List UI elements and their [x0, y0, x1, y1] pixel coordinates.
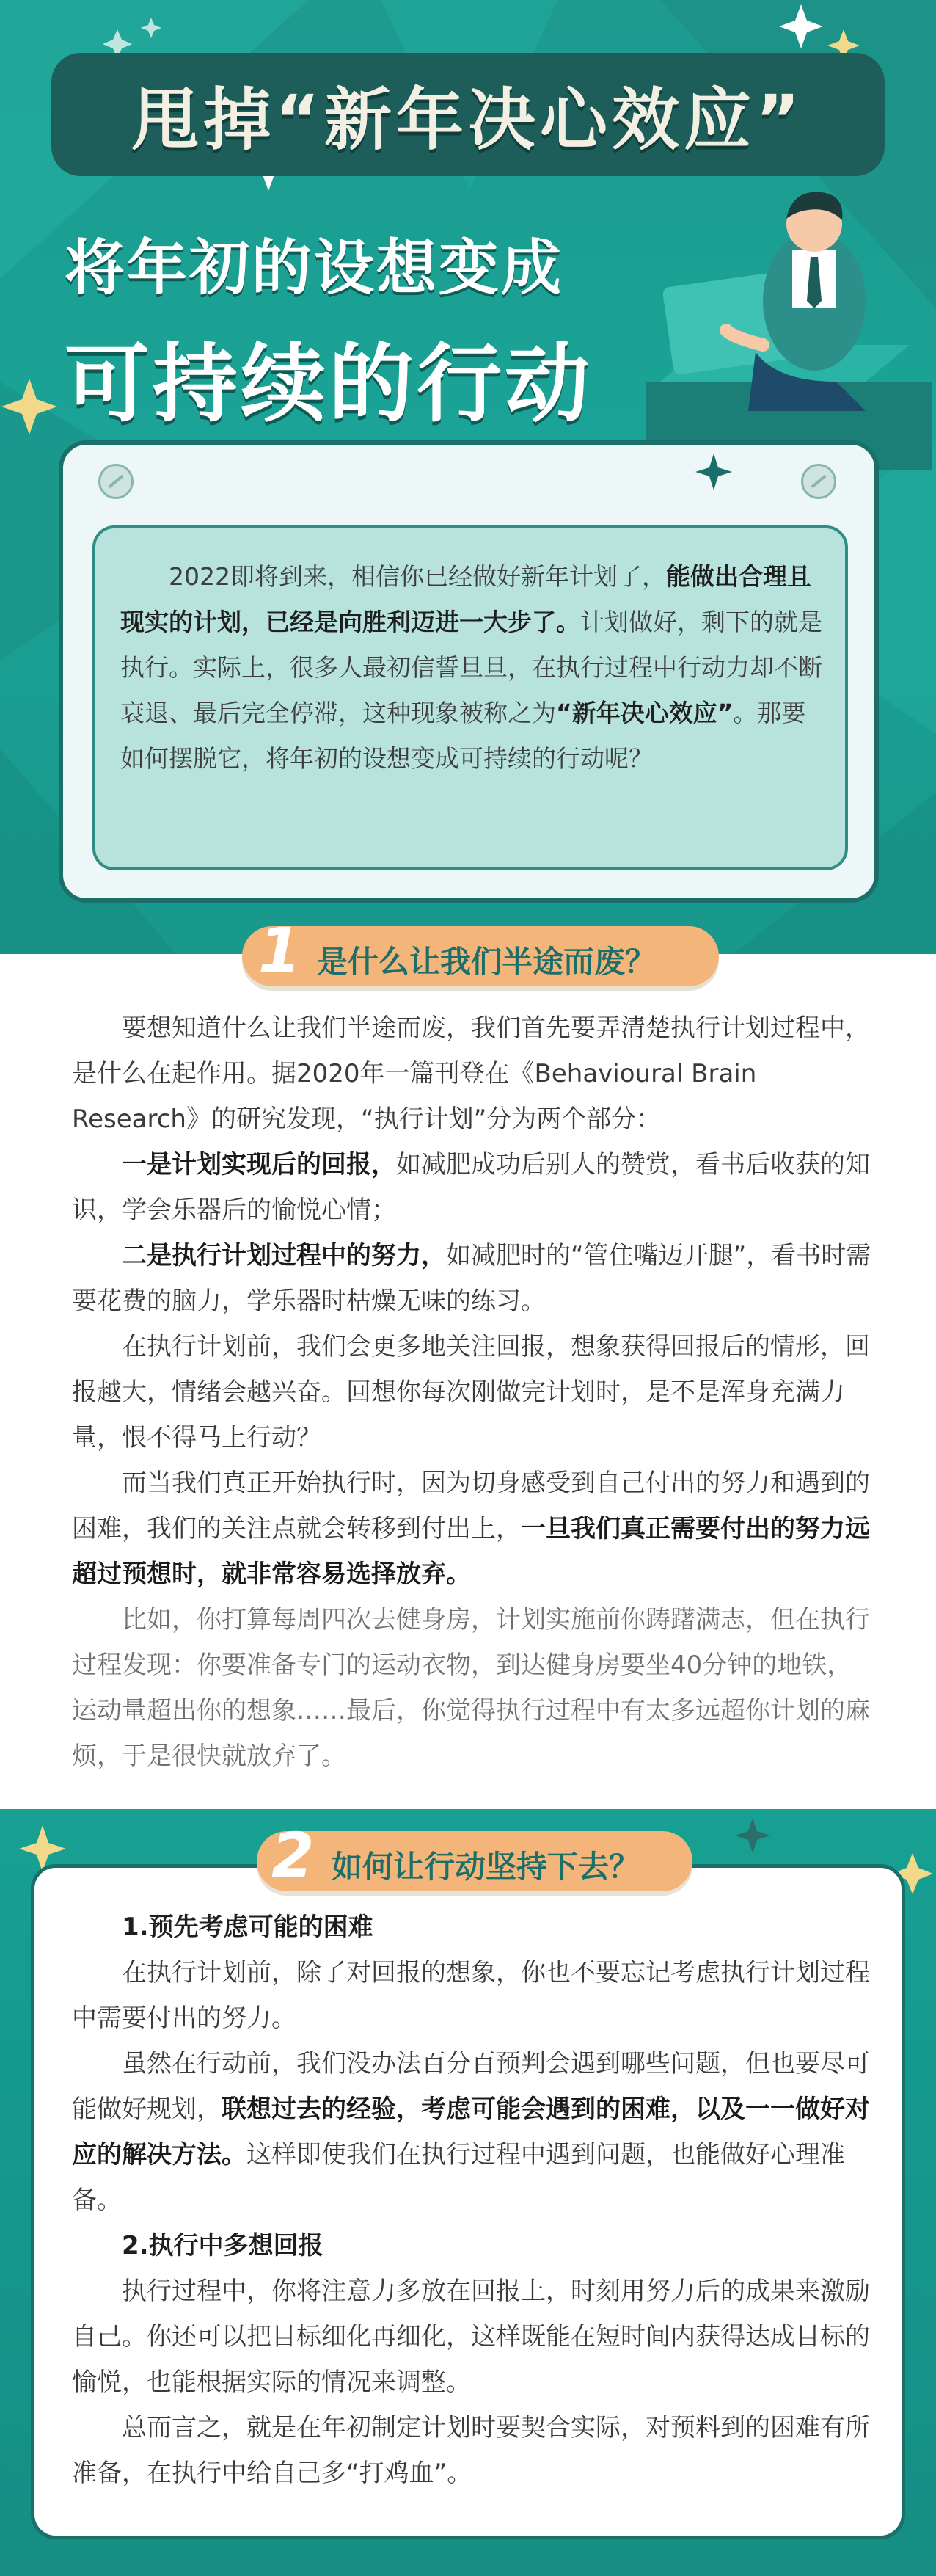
section2-paragraph: 执行过程中，你将注意力多放在回报上，时刻用努力后的成果来激励自己。你还可以把目标细化再细化，这样既能在短时间内获得达成目标的愉悦，也能根据实际的情况来调整。	[72, 2277, 870, 2397]
section2-title: 如何让行动坚持下去？	[332, 1849, 640, 1885]
intro-text: 计划做好，剩下的就是执行。实际上，很多人最初信誓旦旦，在执行过程中行动力却不断衰退、最后完全停滞，这种现象被称之为	[120, 608, 822, 727]
section1-title: 是什么让我们半途而废？	[317, 944, 657, 980]
person-illustration	[646, 161, 932, 470]
screw-icon	[98, 464, 134, 499]
section1-paragraph	[72, 1142, 874, 1233]
intro-text: 2022即将到来，相信你已经做好新年计划了，	[169, 562, 666, 591]
section2-paragraph	[72, 2041, 871, 2223]
bold-text: 一是计划实现后的回报，	[122, 1150, 396, 1179]
section1-paragraph: 在执行计划前，我们会更多地关注回报，想象获得回报后的情形，回报越大，情绪会越兴奋。回想你每次刚做完计划时，是不是浑身充满力量，恨不得马上行动？	[72, 1332, 870, 1452]
star-icon	[695, 454, 732, 490]
section2-subheading: 2.执行中多想回报	[122, 2231, 323, 2260]
title-line-2: 可持续的行动	[65, 335, 593, 434]
screw-icon	[801, 464, 836, 499]
paragraph-text: 如减肥成功后别人的赞赏，看书后收获的知识，学会乐器后的愉悦心情；	[72, 1150, 870, 1225]
intro-text: 。那要如何摆脱它，将年初的设想变成可持续的行动呢？	[120, 699, 806, 773]
star-icon	[735, 1818, 770, 1853]
section2-paragraph: 总而言之，就是在年初制定计划时要契合实际，对预料到的困难有所准备，在执行中给自己多“打鸡血”。	[72, 2413, 870, 2488]
title-line-1: 将年初的设想变成	[65, 233, 564, 303]
intro-bold-text: 能做出合理且现实的计划，已经是向胜利迈进一大步了。	[120, 562, 811, 636]
section1-number: 1	[258, 914, 301, 986]
section1-example-paragraph: 比如，你打算每周四次去健身房，计划实施前你踌躇满志，但在执行过程发现：你要准备专门的运动衣物，到达健身房要坐40分钟的地铁，运动量超出你的想象……最后，你觉得执行过程中有太多远超你计划的麻烦，于是很快就放弃了。	[72, 1605, 870, 1771]
paragraph-text: 而当我们真正开始执行时，因为切身感受到自己付出的努力和遇到的困难，我们的关注点就会转移到付出上，	[72, 1469, 870, 1543]
paragraph-text: 虽然在行动前，我们没办法百分百预判会遇到哪些问题，但也要尽可能做好规划，	[72, 2049, 870, 2124]
section1-body	[72, 1005, 874, 1779]
section2-body	[72, 1904, 871, 2496]
paragraph-text: 如减肥时的“管住嘴迈开腿”，看书时需要花费的脑力，学乐器时枯燥无味的练习。	[72, 1241, 871, 1316]
intro-paragraph	[120, 554, 825, 782]
bold-text: 一旦我们真正需要付出的努力远超过预想时，就非常容易选择放弃。	[72, 1514, 870, 1589]
section1-paragraph	[72, 1233, 874, 1324]
section2-paragraph: 在执行计划前，除了对回报的想象，你也不要忘记考虑执行计划过程中需要付出的努力。	[72, 1958, 870, 2033]
section2-subheading: 1.预先考虑可能的困难	[122, 1913, 373, 1942]
banner-title: 甩掉“新年决心效应”	[131, 81, 805, 159]
bold-text: 联想过去的经验，考虑可能会遇到的困难，以及一一做好对应的解决方法。	[72, 2095, 870, 2169]
paragraph-text: 这样即使我们在执行过程中遇到问题，也能做好心理准备。	[72, 2140, 845, 2215]
section1-paragraph	[72, 1460, 874, 1597]
section1-paragraph: 要想知道什么让我们半途而废，我们首先要弄清楚执行计划过程中，是什么在起作用。据2020年一篇刊登在《Behavioural Brain Research》的研究发现，“执行计划”分为两个部分：	[72, 1014, 870, 1134]
section2-number: 2	[271, 1819, 315, 1891]
bold-text: 二是执行计划过程中的努力，	[122, 1241, 446, 1270]
intro-bold-text: “新年决心效应”	[556, 699, 734, 727]
